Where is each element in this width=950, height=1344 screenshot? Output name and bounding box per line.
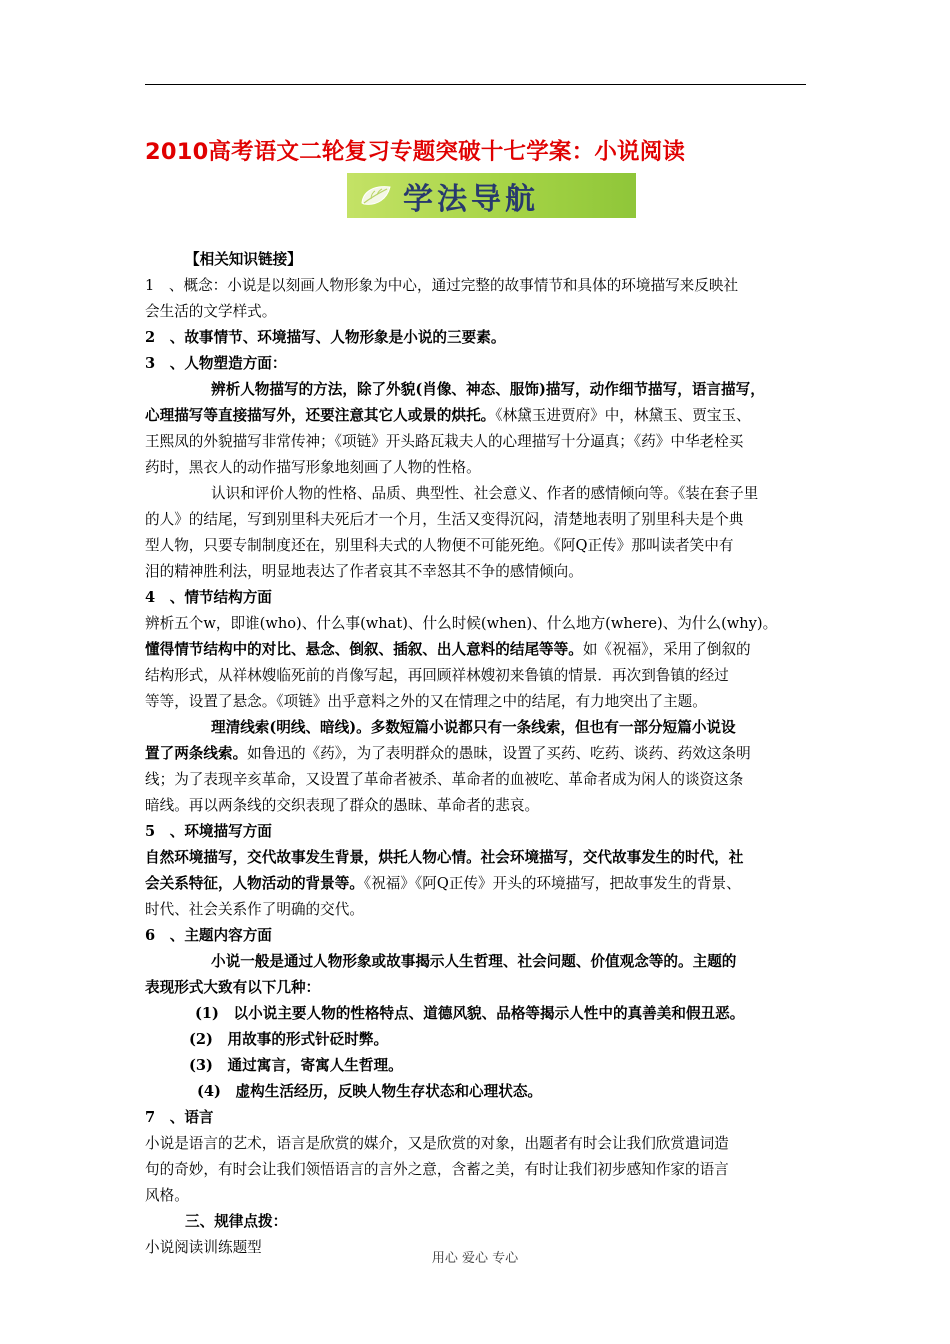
paragraph-line: 小说阅读训练题型 xyxy=(145,1239,262,1256)
normal-text: 如鲁迅的《药》，为了表明群众的愚昧，设置了买药、吃药、谈药、药效这条明 xyxy=(247,745,751,762)
list-item: 7 、语言 xyxy=(145,1109,214,1126)
paragraph-line: 王熙凤的外貌描写非常传神；《项链》开头路瓦栽夫人的心理描写十分逼真；《药》中华老栓买 xyxy=(145,433,744,450)
paragraph-line: 理清线索(明线、暗线)。多数短篇小说都只有一条线索，但也有一部分短篇小说设 xyxy=(211,719,736,736)
sub-list-item: (3) 通过寓言，寄寓人生哲理。 xyxy=(189,1057,403,1074)
normal-text: 如《祝福》，采用了倒叙的 xyxy=(582,641,751,658)
list-item: 2 、故事情节、环境描写、人物形象是小说的三要素。 xyxy=(145,329,506,346)
paragraph-line: 小说一般是通过人物形象或故事揭示人生哲理、社会问题、价值观念等的。主题的 xyxy=(211,953,737,970)
list-item: 4 、情节结构方面 xyxy=(145,589,272,606)
bold-text: 置了两条线索。 xyxy=(145,745,248,762)
paragraph-line: 药时，黑衣人的动作描写形象地刻画了人物的性格。 xyxy=(145,459,481,476)
bold-text: 会关系特征，人物活动的背景等。 xyxy=(145,875,364,892)
sub-list-item: (4) 虚构生活经历，反映人物生存状态和心理状态。 xyxy=(197,1083,543,1100)
paragraph-line xyxy=(145,871,807,897)
leaf-icon xyxy=(359,183,393,209)
paragraph-line: 句的奇妙，有时会让我们领悟语言的言外之意，含蓄之美，有时让我们初步感知作家的语言 xyxy=(145,1161,729,1178)
paragraph-line: 线；为了表现辛亥革命，又设置了革命者被杀、革命者的血被吃、革命者成为闲人的谈资这条 xyxy=(145,771,744,788)
banner-text: 学法导航 xyxy=(403,181,539,217)
bold-text: 心理描写等直接描写外，还要注意其它人或景的烘托。 xyxy=(145,407,496,424)
list-item: 6 、主题内容方面 xyxy=(145,927,272,944)
paragraph-line: 泪的精神胜利法，明显地表达了作者哀其不幸怒其不争的感情倾向。 xyxy=(145,563,583,580)
paragraph-line: 认识和评价人物的性格、品质、典型性、社会意义、作者的感情倾向等。《装在套子里 xyxy=(211,485,759,502)
paragraph-line: 表现形式大致有以下几种： xyxy=(145,979,321,996)
paragraph-line: 小说是语言的艺术，语言是欣赏的媒介，又是欣赏的对象，出题者有时会让我们欣赏遣词造 xyxy=(145,1135,729,1152)
section-heading-rules: 三、规律点拨： xyxy=(185,1213,288,1230)
paragraph-line: 结构形式，从祥林嫂临死前的肖像写起，再回顾祥林嫂初来鲁镇的情景．再次到鲁镇的经过 xyxy=(145,667,729,684)
sub-list-item: (2) 用故事的形式针砭时弊。 xyxy=(189,1031,389,1048)
header-rule xyxy=(145,84,806,85)
paragraph-line: 自然环境描写，交代故事发生背景，烘托人物心情。社会环境描写，交代故事发生的时代，社 xyxy=(145,849,744,866)
normal-text: 《祝福》《阿Q正传》开头的环境描写，把故事发生的背景、 xyxy=(363,875,741,892)
paragraph-line: 等等，设置了悬念。《项链》出乎意料之外的又在情理之中的结尾，有力地突出了主题。 xyxy=(145,693,707,710)
bold-text: 懂得情节结构中的对比、悬念、倒叙、插叙、出人意料的结尾等等。 xyxy=(145,641,583,658)
document-body xyxy=(145,247,807,1261)
paragraph-line xyxy=(145,637,807,663)
sub-list-item: (1) 以小说主要人物的性格特点、道德风貌、品格等揭示人性中的真善美和假丑恶。 xyxy=(195,1005,745,1022)
paragraph-line xyxy=(145,741,807,767)
section-heading-links: 【相关知识链接】 xyxy=(185,251,302,268)
paragraph-line: 型人物，只要专制制度还在，别里科夫式的人物便不可能死绝。《阿Q正传》那叫读者笑中有 xyxy=(145,537,734,554)
paragraph-line: 的人》的结尾，写到别里科夫死后才一个月，生活又变得沉闷，清楚地表明了别里科夫是个典 xyxy=(145,511,744,528)
list-item: 3 、人物塑造方面： xyxy=(145,355,287,372)
normal-text: 《林黛玉进贾府》中，林黛玉、贾宝玉、 xyxy=(495,407,751,424)
page-footer: 用心 爱心 专心 xyxy=(431,1251,519,1266)
paragraph-line: 风格。 xyxy=(145,1187,189,1204)
paragraph-line: 会生活的文学样式。 xyxy=(145,303,277,320)
paragraph-line xyxy=(145,403,807,429)
paragraph-line: 时代、社会关系作了明确的交代。 xyxy=(145,901,364,918)
list-item: 5 、环境描写方面 xyxy=(145,823,272,840)
banner xyxy=(347,173,636,218)
paragraph-line: 辨析人物描写的方法，除了外貌(肖像、神态、服饰)描写，动作细节描写，语言描写， xyxy=(211,381,765,398)
paragraph-line: 暗线。再以两条线的交织表现了群众的愚昧、革命者的悲哀。 xyxy=(145,797,540,814)
document-title: 2010高考语文二轮复习专题突破十七学案：小说阅读 xyxy=(145,139,686,165)
paragraph-line: 辨析五个w，即谁(who)、什么事(what)、什么时候(when)、什么地方(where)、为什么(why)。 xyxy=(145,615,778,632)
paragraph-line: 1 、概念：小说是以刻画人物形象为中心，通过完整的故事情节和具体的环境描写来反映社 xyxy=(145,277,739,294)
